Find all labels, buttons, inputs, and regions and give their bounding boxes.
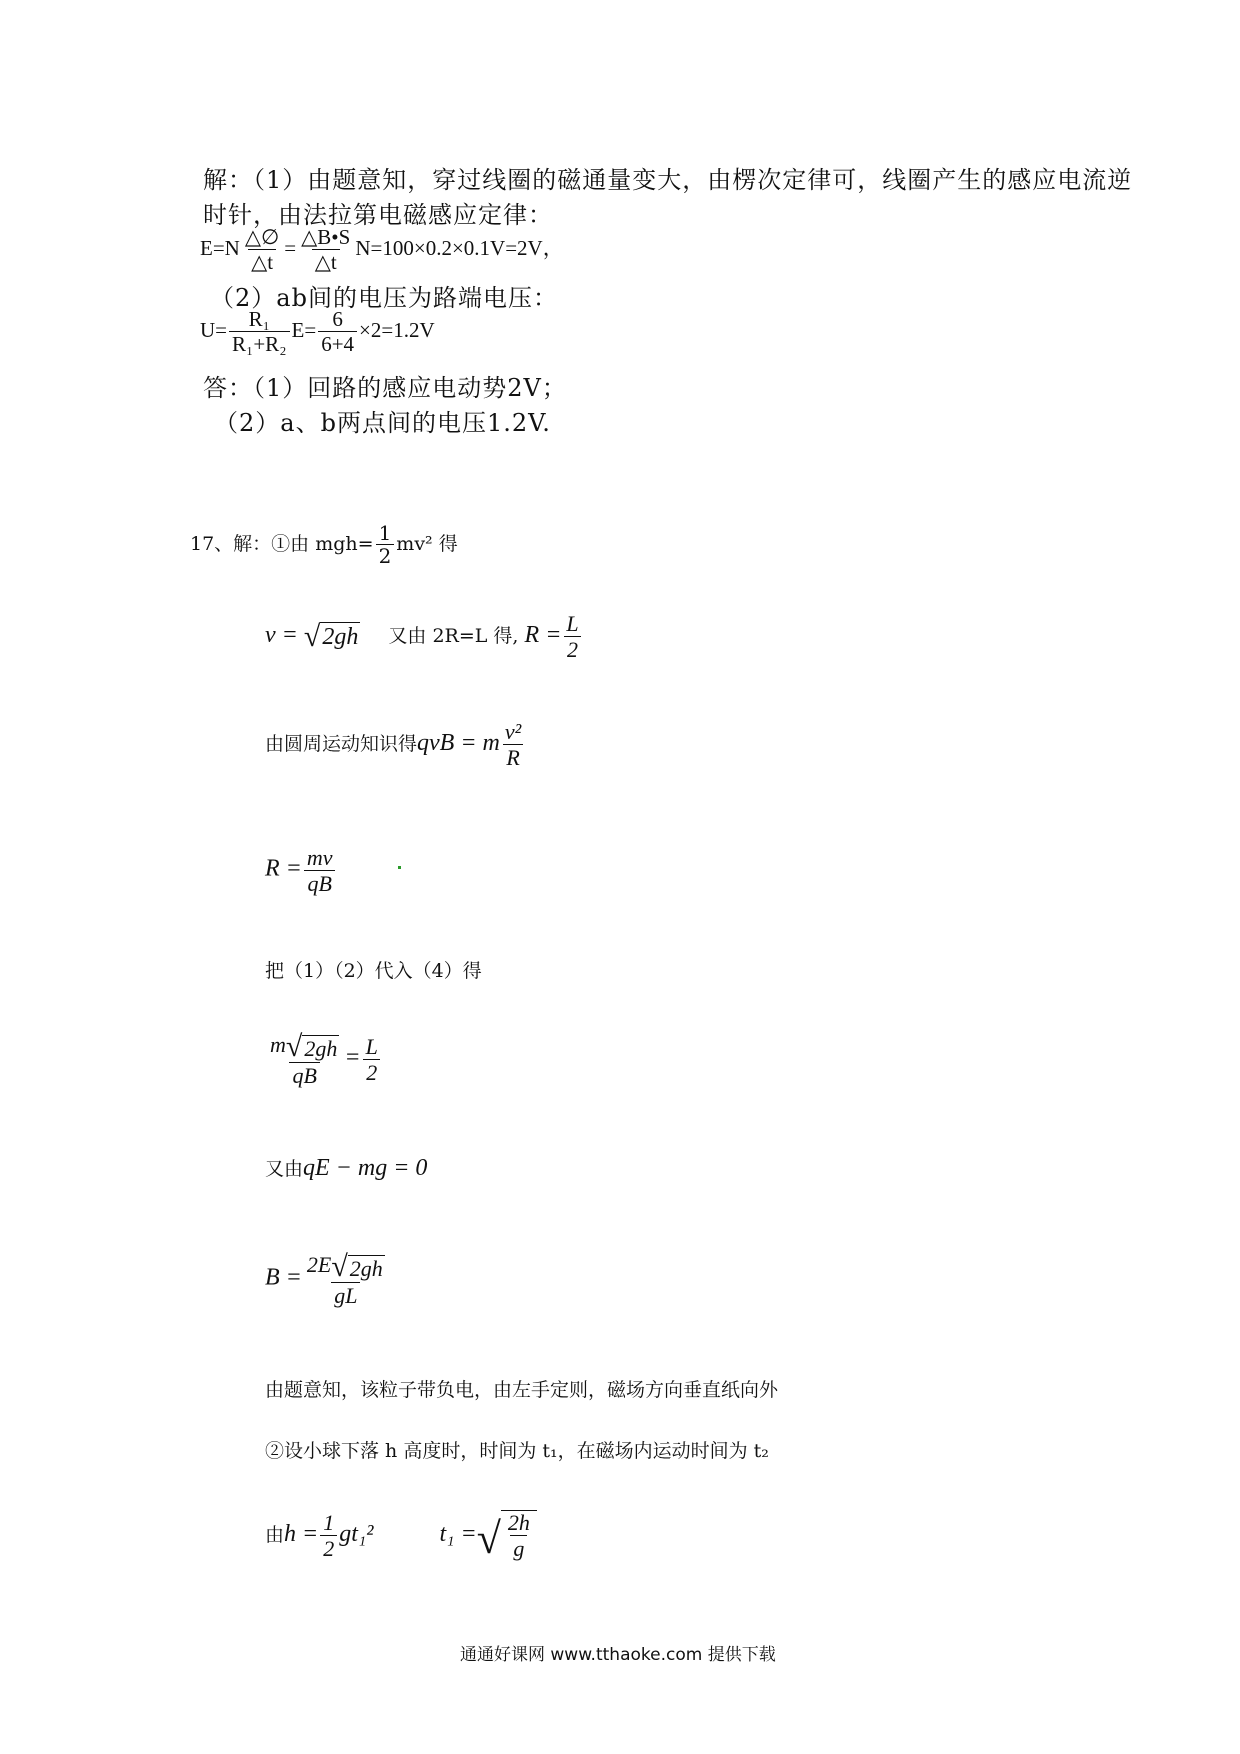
- radius-eq-fraction: [304, 846, 336, 896]
- frac-den: g: [510, 1535, 527, 1561]
- height-eq: h =: [284, 1520, 319, 1547]
- radius-lead: R =: [524, 622, 562, 649]
- heading-text: 17、解：①由 mgh=: [190, 533, 374, 555]
- solution-line-2: 时针，由法拉第电磁感应定律：: [203, 201, 553, 229]
- frac-num: v²: [504, 719, 522, 744]
- radicand: 2gh: [349, 1255, 383, 1281]
- frac-den: R₁+R₂: [229, 331, 290, 356]
- answer-line-2: （2）a、b两点间的电压1.2V.: [214, 409, 551, 437]
- frac-num: 6: [332, 307, 343, 331]
- heading-tail: mv² 得: [396, 533, 458, 555]
- voltage-eq-lead: U=: [200, 317, 228, 342]
- frac-den: △t: [248, 249, 276, 274]
- frac-num: L: [566, 611, 579, 636]
- voltage-eq-tail: ×2=1.2V: [359, 317, 435, 342]
- frac-den: qB: [304, 870, 334, 896]
- emf-eq-equals: =: [284, 235, 297, 260]
- frac-den: qB: [289, 1062, 319, 1088]
- radicand: [501, 1510, 537, 1561]
- frac-den: 6+4: [318, 331, 357, 356]
- sub-right-fraction: [363, 1035, 381, 1085]
- frac-num: 2h: [507, 1510, 530, 1535]
- frac-num: [304, 1252, 388, 1282]
- sqrt-2gh: [331, 1252, 384, 1282]
- half-fraction: [320, 1511, 337, 1561]
- radicand: 2gh: [304, 1035, 338, 1061]
- direction-text: 由题意知，该粒子带负电，由左手定则，磁场方向垂直纸向外: [265, 1379, 779, 1401]
- sqrt-2h-over-g: [476, 1510, 537, 1564]
- part-2-text: ②设小球下落 h 高度时，时间为 t₁，在磁场内运动时间为 t₂: [265, 1440, 769, 1462]
- numeric-fraction: [318, 308, 357, 356]
- emf-field-fraction: [298, 226, 353, 274]
- radical-sign: √: [303, 620, 321, 654]
- frac-num: L: [365, 1033, 378, 1059]
- emf-equation: [200, 226, 564, 274]
- voltage-eq-mid: E=: [291, 317, 317, 342]
- radius-eq-lead: R =: [265, 855, 302, 882]
- circular-text: 由圆周运动知识得: [265, 733, 418, 756]
- frac-num: [267, 1032, 342, 1062]
- frac-num: △B•S: [301, 225, 351, 249]
- velocity-lead: v =: [265, 622, 298, 649]
- sqrt-2gh: [304, 622, 360, 652]
- radius-fraction: [563, 612, 581, 662]
- circular-motion-line: [265, 720, 526, 770]
- radicand: 2gh: [322, 624, 359, 651]
- sqrt-2gh: [286, 1032, 339, 1062]
- frac-den: 2: [363, 1059, 380, 1085]
- radical-sign: √: [476, 1514, 501, 1564]
- resistor-fraction: [229, 308, 290, 356]
- time-fraction: [505, 1511, 533, 1561]
- mass-symbol: m: [270, 1032, 286, 1058]
- force-balance-line: [265, 1154, 427, 1182]
- emf-eq-tail: N=100×0.2×0.1V=2V，: [355, 235, 564, 260]
- frac-num: R₁: [248, 307, 270, 331]
- emf-flux-fraction: [242, 226, 282, 274]
- frac-den: gL: [331, 1282, 360, 1308]
- time-eq-lead: t₁ =: [439, 1520, 477, 1547]
- velocity-line: [265, 612, 584, 662]
- radical-sign: √: [331, 1250, 348, 1283]
- frac-den: 2: [564, 636, 581, 662]
- frac-den: 2: [376, 544, 395, 568]
- frac-num: 1: [378, 521, 392, 545]
- half-fraction: [376, 522, 395, 568]
- problem-17-heading: [190, 522, 458, 568]
- radius-equation: [265, 846, 338, 896]
- footer-credit: 通通好课网 www.tthaoke.com 提供下载: [460, 1645, 776, 1665]
- frac-num: △∅: [244, 225, 280, 249]
- frac-den: △t: [312, 249, 340, 274]
- substitution-equation: [265, 1032, 383, 1088]
- field-fraction: [304, 1252, 388, 1308]
- sub-left-fraction: [267, 1032, 342, 1088]
- sub-equals: =: [344, 1044, 361, 1071]
- velocity-text: 又由 2R=L 得,: [388, 625, 519, 648]
- fall-time-line: [265, 1509, 537, 1564]
- frac-num: mv: [306, 845, 333, 870]
- fall-lead-text: 由: [265, 1523, 285, 1546]
- circular-eq: qvB = m: [417, 730, 500, 757]
- frac-den: R: [503, 744, 522, 770]
- field-equation: [265, 1252, 390, 1308]
- substitution-text: 把（1）（2）代入（4）得: [265, 960, 482, 982]
- field-eq-lead: B =: [265, 1264, 302, 1291]
- circular-fraction: [502, 720, 524, 770]
- frac-den: 2: [320, 1535, 337, 1561]
- frac-num: 1: [323, 1509, 335, 1535]
- radical-sign: √: [285, 1030, 303, 1063]
- solution-line-3: （2）ab间的电压为路端电压：: [210, 284, 558, 312]
- voltage-equation: [200, 308, 435, 356]
- emf-eq-lead: E=N: [200, 235, 240, 260]
- height-eq-tail: gt₁²: [339, 1520, 374, 1547]
- force-balance-text: 又由: [265, 1158, 304, 1180]
- force-balance-eq: qE − mg = 0: [303, 1155, 428, 1181]
- solution-line-1: 解：（1）由题意知，穿过线圈的磁通量变大，由楞次定律可，线圈产生的感应电流逆: [203, 166, 1133, 194]
- answer-line-1: 答：（1）回路的感应电动势2V；: [203, 374, 567, 402]
- green-dot-mark: [398, 866, 401, 869]
- field-num-lead: 2E: [306, 1252, 332, 1278]
